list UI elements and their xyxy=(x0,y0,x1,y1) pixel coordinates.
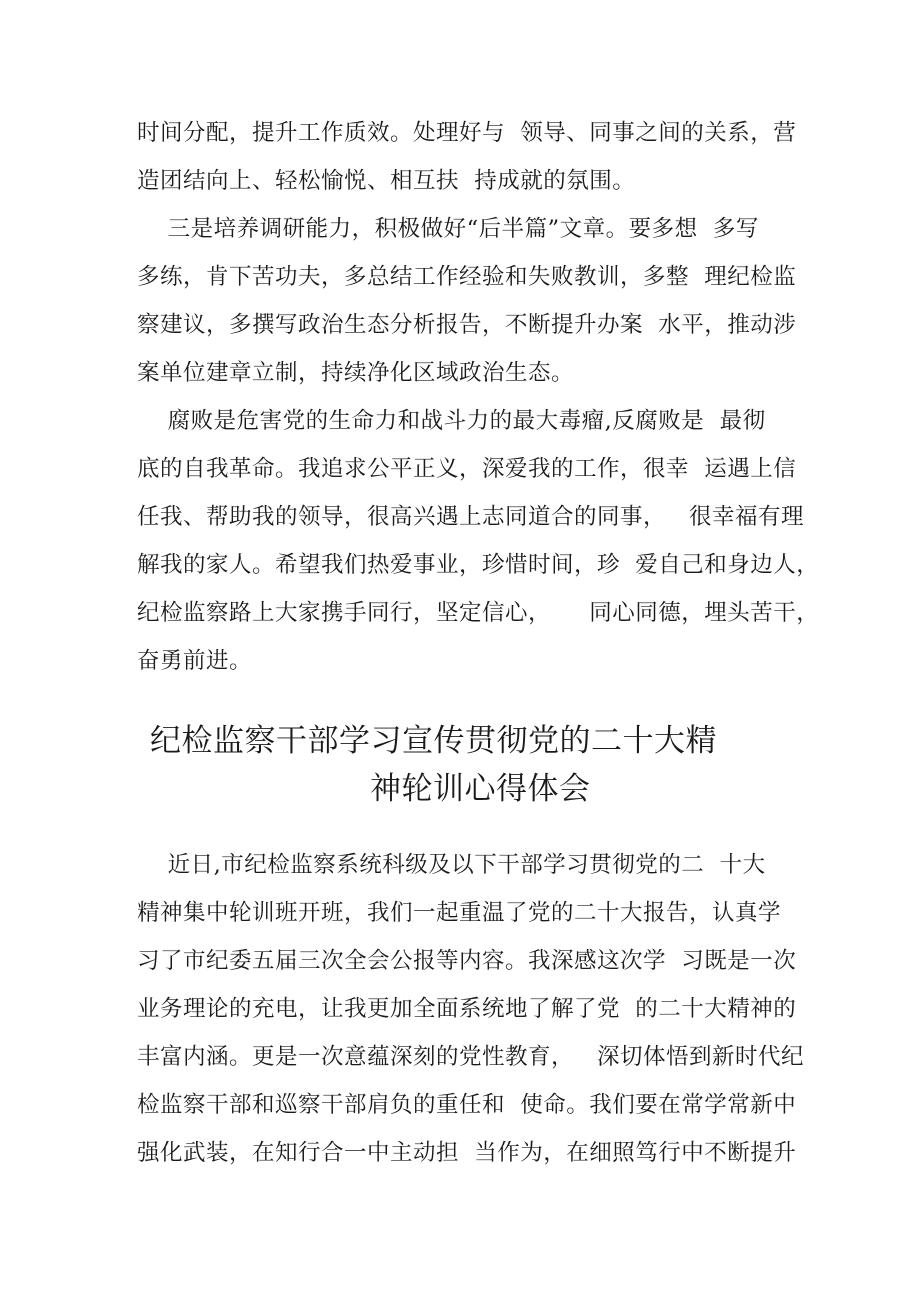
text-line: 三是培养调研能力，积极做好“后半篇”文章。要多想 多写 xyxy=(137,216,759,242)
text-line: 察建议，多撰写政治生态分析报告，不断提升办案 水平，推动涉 xyxy=(137,312,797,338)
text-line: 任我、帮助我的领导，很高兴遇上志同道合的同事， 很幸福有理 xyxy=(137,504,804,530)
text-line: 精神集中轮训班开班，我们一起重温了党的二十大报告，认真学 xyxy=(137,900,782,926)
article-title-line-2: 神轮训心得体会 xyxy=(370,771,591,807)
text-line: 丰富内涵。更是一次意蕴深刻的党性教育， 深切体悟到新时代纪 xyxy=(137,1044,804,1070)
text-line: 奋勇前进。 xyxy=(137,648,253,674)
text-line: 造团结向上、轻松愉悦、相互扶 持成就的氛围。 xyxy=(137,168,636,194)
text-line: 强化武装，在知行合一中主动担 当作为，在细照笃行中不断提升 xyxy=(137,1140,797,1166)
article-title-line-1: 纪检监察干部学习宣传贯彻党的二十大精 xyxy=(150,723,717,759)
text-line: 解我的家人。希望我们热爱事业，珍惜时间，珍 爱自己和身边人， xyxy=(137,552,820,578)
text-line: 案单位建章立制，持续净化区域政治生态。 xyxy=(137,360,575,386)
text-line: 腐败是危害党的生命力和战斗力的最大毒瘤,反腐败是 最彻 xyxy=(137,408,766,434)
text-line: 近日,市纪检监察系统科级及以下干部学习贯彻党的二 十大 xyxy=(137,852,766,878)
text-line: 纪检监察路上大家携手同行，坚定信心， 同心同德，埋头苦干， xyxy=(137,600,820,626)
text-line: 检监察干部和巡察干部肩负的重任和 使命。我们要在常学常新中 xyxy=(137,1092,797,1118)
text-line: 底的自我革命。我追求公平正义，深爱我的工作，很幸 运遇上信 xyxy=(137,456,797,482)
text-line: 习了市纪委五届三次全会公报等内容。我深感这次学 习既是一次 xyxy=(137,948,797,974)
text-line: 时间分配，提升工作质效。处理好与 领导、同事之间的关系，营 xyxy=(137,120,797,146)
text-line: 业务理论的充电，让我更加全面系统地了解了党 的二十大精神的 xyxy=(137,996,797,1022)
text-line: 多练，肯下苦功夫，多总结工作经验和失败教训，多整 理纪检监 xyxy=(137,264,797,290)
